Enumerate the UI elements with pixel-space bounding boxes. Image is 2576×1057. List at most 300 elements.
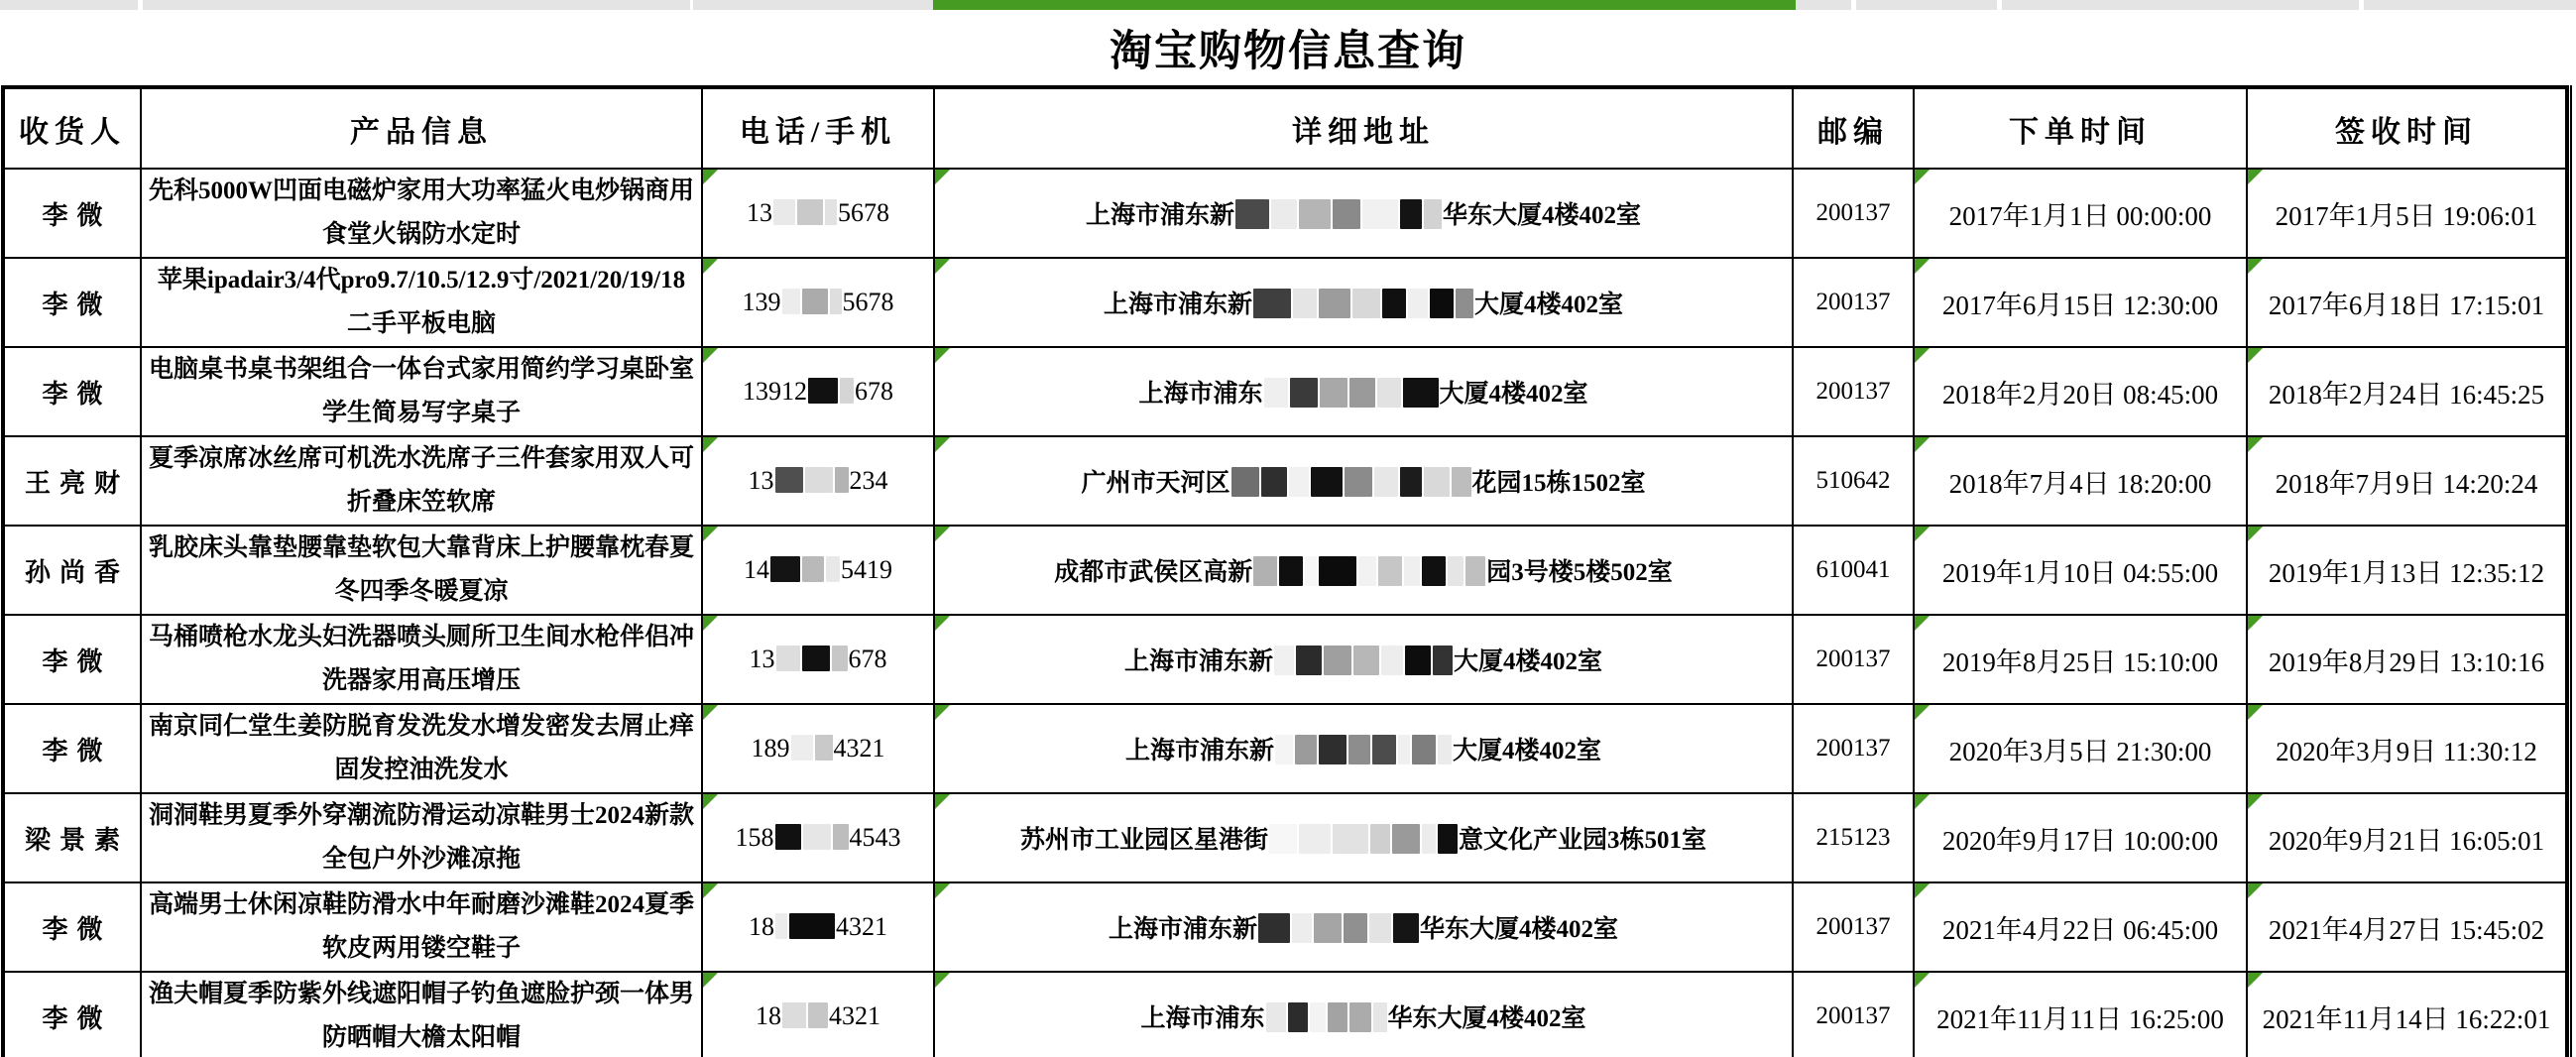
redaction-block [1374, 467, 1398, 497]
cell-warning-triangle-icon [1915, 170, 1930, 184]
redaction-block [833, 824, 849, 850]
sign-time-text: 2017年6月18日 17:15:01 [2268, 290, 2545, 320]
redaction-block [1438, 735, 1452, 764]
order-time-text: 2019年8月25日 15:10:00 [1941, 646, 2219, 677]
redaction-block [791, 735, 813, 761]
cell-address[interactable] [934, 258, 1793, 347]
order-time-text: 2018年2月20日 08:45:00 [1941, 379, 2219, 410]
cell-address[interactable] [934, 882, 1793, 972]
order-time-text: 2017年6月15日 12:30:00 [1941, 290, 2219, 320]
recipient-text: 李微 [42, 379, 112, 409]
sign-time-text: 2019年8月29日 13:10:16 [2268, 646, 2545, 677]
column-header-phone[interactable]: 电话/手机 [702, 87, 934, 169]
cell-zip[interactable] [1793, 526, 1914, 615]
sheet-cell-sliver [1796, 0, 1851, 10]
cell-warning-triangle-icon [935, 259, 950, 274]
redaction-block [1422, 556, 1446, 586]
sheet-cell-sliver [143, 0, 690, 10]
address-prefix: 苏州市工业园区星港街 [1019, 827, 1268, 854]
cell-warning-triangle-icon [2248, 794, 2263, 809]
address-suffix: 大厦4楼402室 [1474, 292, 1624, 318]
cell-address[interactable] [934, 347, 1793, 436]
redaction-block [775, 467, 803, 493]
redaction-block [775, 824, 801, 850]
phone-prefix: 13 [747, 198, 772, 227]
cell-phone[interactable] [702, 169, 934, 258]
cell-warning-triangle-icon [2248, 616, 2263, 631]
cell-warning-triangle-icon [935, 437, 950, 452]
cell-warning-triangle-icon [935, 794, 950, 809]
cell-warning-triangle-icon [703, 259, 718, 274]
address-suffix: 意文化产业园3栋501室 [1459, 827, 1707, 854]
cell-sign-time[interactable] [2247, 436, 2567, 526]
cell-warning-triangle-icon [1915, 259, 1930, 274]
address-suffix: 大厦4楼402室 [1453, 738, 1602, 764]
redaction-block [1362, 199, 1398, 229]
redaction-block [1352, 289, 1380, 318]
cell-product[interactable] [141, 258, 702, 347]
address-prefix: 广州市天河区 [1081, 470, 1230, 497]
redaction-block [1235, 199, 1269, 229]
cell-order-time[interactable] [1914, 882, 2247, 972]
address-suffix: 华东大厦4楼402室 [1420, 916, 1619, 943]
redaction-block [802, 646, 830, 671]
redaction-block [1400, 199, 1422, 229]
table-row [3, 882, 2567, 972]
cell-phone[interactable] [702, 793, 934, 882]
cell-warning-triangle-icon [1915, 527, 1930, 541]
table-row [3, 169, 2567, 258]
cell-phone[interactable] [702, 972, 934, 1057]
redaction-block [1290, 378, 1318, 408]
phone-suffix: 5678 [838, 198, 889, 227]
redaction-block [1333, 824, 1368, 854]
redaction-block [1314, 913, 1342, 943]
sign-time-text: 2018年2月24日 16:45:25 [2268, 379, 2545, 410]
redaction-block [789, 913, 835, 939]
redaction-block [1456, 289, 1473, 318]
cell-product[interactable] [141, 793, 702, 882]
redaction-block [825, 199, 837, 225]
sheet-cell-sliver [693, 0, 933, 10]
product-text: 马桶喷枪水龙头妇洗器喷头厕所卫生间水枪伴侣冲洗器家用高压增压 [148, 624, 694, 694]
cell-product[interactable] [141, 615, 702, 704]
cell-sign-time[interactable] [2247, 347, 2567, 436]
cell-order-time[interactable] [1914, 169, 2247, 258]
order-time-text: 2021年11月11日 16:25:00 [1936, 1003, 2224, 1034]
redaction-block [1279, 556, 1303, 586]
redaction-block [1382, 289, 1406, 318]
cell-sign-time[interactable] [2247, 615, 2567, 704]
address-prefix: 成都市武侯区高新 [1054, 559, 1253, 586]
cell-recipient[interactable] [3, 258, 141, 347]
redaction-block [1319, 735, 1347, 764]
cell-product[interactable] [141, 972, 702, 1057]
cell-address[interactable] [934, 169, 1793, 258]
cell-address[interactable] [934, 972, 1793, 1057]
phone-prefix: 139 [742, 288, 781, 316]
recipient-text: 李微 [42, 200, 112, 230]
cell-order-time[interactable] [1914, 436, 2247, 526]
phone-prefix: 158 [735, 823, 774, 852]
phone-suffix: 4321 [833, 734, 885, 763]
cell-warning-triangle-icon [703, 170, 718, 184]
cell-recipient[interactable] [3, 972, 141, 1057]
address-suffix: 园3号楼5楼502室 [1486, 559, 1673, 586]
order-time-text: 2020年3月5日 21:30:00 [1948, 736, 2212, 766]
cell-warning-triangle-icon [2248, 973, 2263, 988]
phone-suffix: 5678 [842, 288, 894, 316]
redaction-block [1295, 735, 1317, 764]
redaction-block [1465, 556, 1485, 586]
recipient-text: 孙尚香 [24, 557, 129, 587]
cell-address[interactable] [934, 436, 1793, 526]
cell-warning-triangle-icon [2248, 437, 2263, 452]
product-text: 苹果ipadair3/4代pro9.7/10.5/12.9寸/2021/20/19/18二手平板电脑 [157, 267, 686, 337]
address-prefix: 上海市浦东新 [1085, 202, 1234, 229]
cell-recipient[interactable] [3, 526, 141, 615]
cell-warning-triangle-icon [2248, 527, 2263, 541]
recipient-text: 王亮财 [24, 468, 129, 498]
recipient-text: 李微 [42, 736, 112, 765]
redaction-block [832, 646, 848, 671]
recipient-text: 李微 [42, 1003, 112, 1033]
selected-column-highlight[interactable] [933, 0, 1796, 10]
column-header-product[interactable]: 产品信息 [141, 87, 702, 169]
address-prefix: 上海市浦东 [1138, 381, 1263, 408]
sign-time-text: 2018年7月9日 14:20:24 [2275, 468, 2538, 499]
redaction-block [773, 199, 795, 225]
cell-recipient[interactable] [3, 169, 141, 258]
cell-warning-triangle-icon [703, 437, 718, 452]
address-prefix: 上海市浦东新 [1103, 292, 1252, 318]
cell-order-time[interactable] [1914, 258, 2247, 347]
table-row [3, 258, 2567, 347]
redaction-block [1452, 467, 1471, 497]
cell-zip[interactable] [1793, 258, 1914, 347]
redaction-block [1408, 289, 1428, 318]
cell-phone[interactable] [702, 436, 934, 526]
redaction-block [830, 289, 842, 314]
order-time-text: 2021年4月22日 06:45:00 [1941, 914, 2219, 945]
cell-zip[interactable] [1793, 615, 1914, 704]
redaction-block [1275, 735, 1293, 764]
redaction-block [1310, 1002, 1326, 1032]
phone-prefix: 13 [748, 466, 774, 495]
cell-zip[interactable] [1793, 169, 1914, 258]
cell-zip[interactable] [1793, 793, 1914, 882]
redaction-block [1372, 735, 1396, 764]
table-row [3, 704, 2567, 793]
cell-warning-triangle-icon [703, 705, 718, 720]
cell-order-time[interactable] [1914, 704, 2247, 793]
redaction-block [1358, 556, 1376, 586]
table-row [3, 972, 2567, 1057]
address-suffix: 大厦4楼402室 [1454, 648, 1603, 675]
table-header-row [3, 87, 2567, 169]
address-prefix: 上海市浦东新 [1108, 916, 1257, 943]
redaction-block [808, 1002, 828, 1028]
cell-warning-triangle-icon [703, 348, 718, 363]
address-prefix: 上海市浦东新 [1123, 648, 1273, 675]
redaction-block [775, 913, 787, 939]
redaction-block [776, 646, 800, 671]
redaction-block [840, 378, 854, 404]
cell-warning-triangle-icon [935, 616, 950, 631]
product-text: 乳胶床头靠垫腰靠垫软包大靠背床上护腰靠枕春夏冬四季冬暖夏凉 [148, 534, 694, 605]
cell-warning-triangle-icon [935, 170, 950, 184]
redaction-block [1266, 1002, 1286, 1032]
sign-time-text: 2017年1月5日 19:06:01 [2275, 200, 2538, 231]
redaction-block [1344, 913, 1367, 943]
order-time-text: 2019年1月10日 04:55:00 [1941, 557, 2219, 588]
redaction-block [1289, 467, 1309, 497]
product-text: 高端男士休闲凉鞋防滑水中年耐磨沙滩鞋2024夏季软皮两用镂空鞋子 [148, 891, 694, 962]
address-suffix: 华东大厦4楼402室 [1387, 1005, 1586, 1032]
redaction-block [1381, 646, 1403, 675]
redaction-block [1305, 556, 1317, 586]
cell-warning-triangle-icon [703, 883, 718, 898]
redaction-block [1377, 378, 1401, 408]
redaction-block [770, 556, 800, 582]
cell-sign-time[interactable] [2247, 793, 2567, 882]
redaction-block [1288, 1002, 1308, 1032]
product-text: 洞洞鞋男夏季外穿潮流防滑运动凉鞋男士2024新款全包户外沙滩凉拖 [148, 802, 694, 873]
redaction-block [1405, 646, 1431, 675]
cell-sign-time[interactable] [2247, 704, 2567, 793]
redaction-block [1299, 824, 1331, 854]
recipient-text: 李微 [42, 914, 112, 944]
zip-text: 200137 [1815, 913, 1891, 940]
redaction-block [1328, 1002, 1347, 1032]
phone-suffix: 4321 [829, 1001, 880, 1030]
phone-prefix: 14 [744, 555, 769, 584]
cell-address[interactable] [934, 615, 1793, 704]
sheet-cell-sliver [2364, 0, 2576, 10]
cell-address[interactable] [934, 793, 1793, 882]
redaction-block [1253, 556, 1277, 586]
redaction-block [1369, 913, 1391, 943]
phone-prefix: 18 [749, 912, 774, 941]
cell-zip[interactable] [1793, 347, 1914, 436]
redaction-block [1392, 824, 1420, 854]
cell-order-time[interactable] [1914, 526, 2247, 615]
phone-prefix: 13912 [743, 377, 807, 406]
cell-warning-triangle-icon [703, 616, 718, 631]
redaction-block [1349, 1002, 1371, 1032]
zip-text: 200137 [1815, 378, 1891, 405]
cell-warning-triangle-icon [2248, 705, 2263, 720]
cell-zip[interactable] [1793, 972, 1914, 1057]
sheet-column-edge [2570, 85, 2572, 1057]
cell-zip[interactable] [1793, 882, 1914, 972]
address-suffix: 华东大厦4楼402室 [1443, 202, 1642, 229]
order-time-text: 2017年1月1日 00:00:00 [1948, 200, 2212, 231]
zip-text: 200137 [1815, 646, 1891, 672]
redaction-block [1296, 646, 1322, 675]
redaction-block [1253, 289, 1291, 318]
phone-suffix: 678 [855, 377, 893, 406]
phone-prefix: 189 [751, 734, 790, 763]
redaction-block [1400, 467, 1422, 497]
product-text: 渔夫帽夏季防紫外线遮阳帽子钓鱼遮脸护颈一体男防晒帽大檐太阳帽 [148, 981, 694, 1051]
column-header-order-time[interactable]: 下单时间 [1914, 87, 2247, 169]
zip-text: 215123 [1815, 824, 1891, 851]
redaction-block [802, 289, 828, 314]
phone-prefix: 18 [756, 1001, 781, 1030]
redaction-block [835, 467, 849, 493]
cell-warning-triangle-icon [1915, 705, 1930, 720]
phone-suffix: 5419 [841, 555, 892, 584]
redaction-block [1353, 646, 1379, 675]
cell-recipient[interactable] [3, 882, 141, 972]
redaction-block [815, 735, 833, 761]
redaction-block [808, 378, 838, 404]
sign-time-text: 2020年3月9日 11:30:12 [2276, 736, 2537, 766]
product-text: 夏季凉席冰丝席可机洗水洗席子三件套家用双人可折叠床笠软席 [148, 445, 694, 516]
phone-suffix: 4321 [836, 912, 887, 941]
cell-phone[interactable] [702, 615, 934, 704]
cell-phone[interactable] [702, 258, 934, 347]
cell-phone[interactable] [702, 347, 934, 436]
cell-warning-triangle-icon [1915, 794, 1930, 809]
cell-warning-triangle-icon [1915, 348, 1930, 363]
cell-warning-triangle-icon [2248, 170, 2263, 184]
cell-warning-triangle-icon [1915, 973, 1930, 988]
redaction-block [1299, 199, 1331, 229]
cell-warning-triangle-icon [703, 794, 718, 809]
redaction-block [1422, 824, 1436, 854]
cell-product[interactable] [141, 704, 702, 793]
sheet-cell-sliver [0, 0, 138, 10]
cell-product[interactable] [141, 882, 702, 972]
redaction-block [1378, 556, 1402, 586]
redaction-block [1349, 378, 1375, 408]
recipient-text: 李微 [42, 646, 112, 676]
cell-zip[interactable] [1793, 704, 1914, 793]
redaction-block [1333, 199, 1360, 229]
redaction-block [1274, 646, 1294, 675]
redaction-block [1424, 467, 1450, 497]
address-prefix: 上海市浦东新 [1124, 738, 1274, 764]
phone-suffix: 234 [849, 466, 888, 495]
cell-warning-triangle-icon [935, 705, 950, 720]
column-header-zip[interactable]: 邮编 [1793, 87, 1914, 169]
cell-sign-time[interactable] [2247, 972, 2567, 1057]
recipient-text: 梁景素 [24, 825, 129, 855]
redaction-block [1231, 467, 1259, 497]
redaction-block [1412, 735, 1436, 764]
redaction-block [1393, 913, 1419, 943]
cell-order-time[interactable] [1914, 347, 2247, 436]
table-row [3, 793, 2567, 882]
cell-warning-triangle-icon [1915, 616, 1930, 631]
product-text: 先科5000W凹面电磁炉家用大功率猛火电炒锅商用食堂火锅防水定时 [148, 177, 694, 248]
sign-time-text: 2019年1月13日 12:35:12 [2268, 557, 2545, 588]
cell-address[interactable] [934, 704, 1793, 793]
redaction-block [782, 289, 800, 314]
redaction-block [1261, 467, 1287, 497]
redaction-block [1319, 289, 1350, 318]
sign-time-text: 2021年11月14日 16:22:01 [2262, 1003, 2551, 1034]
cell-phone[interactable] [702, 704, 934, 793]
order-time-text: 2020年9月17日 10:00:00 [1941, 825, 2219, 856]
phone-suffix: 678 [848, 645, 887, 673]
cell-recipient[interactable] [3, 436, 141, 526]
product-text: 南京同仁堂生姜防脱育发洗发水增发密发去屑止痒固发控油洗发水 [148, 713, 694, 783]
redaction-block [1293, 289, 1317, 318]
cell-order-time[interactable] [1914, 615, 2247, 704]
zip-text: 200137 [1815, 289, 1891, 315]
address-suffix: 大厦4楼402室 [1439, 381, 1588, 408]
redaction-block [1271, 199, 1297, 229]
redaction-block [1348, 735, 1370, 764]
zip-text: 510642 [1815, 467, 1891, 494]
cell-product[interactable] [141, 169, 702, 258]
zip-text: 200137 [1815, 735, 1891, 762]
cell-address[interactable] [934, 526, 1793, 615]
cell-sign-time[interactable] [2247, 882, 2567, 972]
cell-sign-time[interactable] [2247, 258, 2567, 347]
cell-zip[interactable] [1793, 436, 1914, 526]
table-row [3, 526, 2567, 615]
cell-warning-triangle-icon [935, 527, 950, 541]
address-prefix: 上海市浦东 [1140, 1005, 1265, 1032]
cell-order-time[interactable] [1914, 972, 2247, 1057]
cell-product[interactable] [141, 526, 702, 615]
cell-product[interactable] [141, 436, 702, 526]
cell-warning-triangle-icon [935, 883, 950, 898]
column-header-sign-time[interactable]: 签收时间 [2247, 87, 2567, 169]
redaction-block [1264, 378, 1288, 408]
cell-product[interactable] [141, 347, 702, 436]
phone-suffix: 4543 [849, 823, 901, 852]
sign-time-text: 2021年4月27日 15:45:02 [2268, 914, 2545, 945]
column-header-recipient[interactable]: 收货人 [3, 87, 141, 169]
cell-recipient[interactable] [3, 704, 141, 793]
column-header-address[interactable]: 详细地址 [934, 87, 1793, 169]
redaction-block [1370, 824, 1390, 854]
redaction-block [1373, 1002, 1387, 1032]
redaction-block [1430, 289, 1454, 318]
redaction-block [805, 467, 833, 493]
redaction-block [1319, 556, 1356, 586]
redaction-block [1438, 824, 1458, 854]
redaction-block [1258, 913, 1290, 943]
cell-warning-triangle-icon [703, 527, 718, 541]
cell-sign-time[interactable] [2247, 169, 2567, 258]
cell-phone[interactable] [702, 526, 934, 615]
table-row [3, 615, 2567, 704]
cell-order-time[interactable] [1914, 793, 2247, 882]
cell-recipient[interactable] [3, 615, 141, 704]
redaction-block [1433, 646, 1453, 675]
redaction-block [1398, 735, 1410, 764]
redaction-block [1424, 199, 1442, 229]
cell-warning-triangle-icon [2248, 348, 2263, 363]
order-info-table [1, 85, 2569, 1057]
order-time-text: 2018年7月4日 18:20:00 [1948, 468, 2212, 499]
cell-warning-triangle-icon [703, 973, 718, 988]
recipient-text: 李微 [42, 290, 112, 319]
cell-sign-time[interactable] [2247, 526, 2567, 615]
cell-recipient[interactable] [3, 347, 141, 436]
table-row [3, 436, 2567, 526]
cell-recipient[interactable] [3, 793, 141, 882]
cell-phone[interactable] [702, 882, 934, 972]
redaction-block [1345, 467, 1372, 497]
cell-warning-triangle-icon [935, 973, 950, 988]
